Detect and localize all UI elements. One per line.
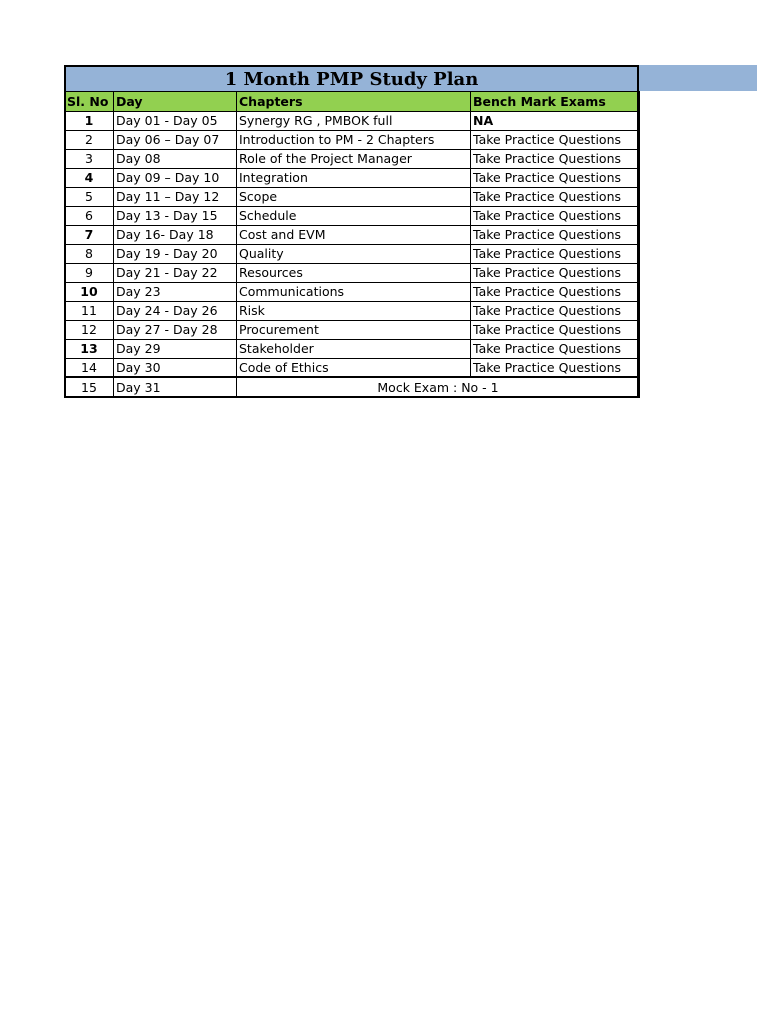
header-chapters: Chapters <box>237 92 471 112</box>
table-row <box>65 359 640 378</box>
cell-chapter: Role of the Project Manager <box>237 150 471 169</box>
cell-day: Day 21 - Day 22 <box>114 264 237 283</box>
cell-chapter: Integration <box>237 169 471 188</box>
cell-chapter: Introduction to PM - 2 Chapters <box>237 131 471 150</box>
table-row <box>65 169 640 188</box>
page-title: 1 Month PMP Study Plan <box>224 68 479 90</box>
cell-chapter: Schedule <box>237 207 471 226</box>
cell-sl-no: 4 <box>65 169 114 188</box>
table-row <box>65 321 640 340</box>
cell-day: Day 23 <box>114 283 237 302</box>
cell-day: Day 08 <box>114 150 237 169</box>
cell-benchmark: Take Practice Questions <box>471 283 640 302</box>
cell-sl-no: 8 <box>65 245 114 264</box>
cell-day: Day 16- Day 18 <box>114 226 237 245</box>
table-row <box>65 283 640 302</box>
cell-sl-no: 14 <box>65 359 114 378</box>
header-benchmark: Bench Mark Exams <box>471 92 640 112</box>
table-row <box>65 112 640 131</box>
cell-chapter: Resources <box>237 264 471 283</box>
cell-chapter: Communications <box>237 283 471 302</box>
cell-chapter: Risk <box>237 302 471 321</box>
cell-sl-no: 15 <box>65 378 114 398</box>
cell-benchmark: Take Practice Questions <box>471 226 640 245</box>
cell-mock-exam: Mock Exam : No - 1 <box>237 378 640 398</box>
header-row <box>65 92 640 112</box>
cell-sl-no: 3 <box>65 150 114 169</box>
cell-benchmark: Take Practice Questions <box>471 340 640 359</box>
cell-day: Day 06 – Day 07 <box>114 131 237 150</box>
cell-benchmark: NA <box>471 112 640 131</box>
table-row <box>65 245 640 264</box>
cell-chapter: Quality <box>237 245 471 264</box>
cell-benchmark: Take Practice Questions <box>471 131 640 150</box>
title-cell <box>64 65 639 91</box>
cell-benchmark: Take Practice Questions <box>471 245 640 264</box>
cell-sl-no: 2 <box>65 131 114 150</box>
cell-sl-no: 1 <box>65 112 114 131</box>
table-row <box>65 302 640 321</box>
cell-sl-no: 11 <box>65 302 114 321</box>
cell-benchmark: Take Practice Questions <box>471 321 640 340</box>
cell-benchmark: Take Practice Questions <box>471 188 640 207</box>
cell-day: Day 27 - Day 28 <box>114 321 237 340</box>
cell-day: Day 19 - Day 20 <box>114 245 237 264</box>
cell-day: Day 01 - Day 05 <box>114 112 237 131</box>
cell-chapter: Procurement <box>237 321 471 340</box>
cell-benchmark: Take Practice Questions <box>471 302 640 321</box>
cell-chapter: Synergy RG , PMBOK full <box>237 112 471 131</box>
cell-sl-no: 12 <box>65 321 114 340</box>
cell-sl-no: 10 <box>65 283 114 302</box>
header-day: Day <box>114 92 237 112</box>
table-row <box>65 188 640 207</box>
cell-day: Day 24 - Day 26 <box>114 302 237 321</box>
table-row <box>65 207 640 226</box>
table-body <box>65 112 640 398</box>
header-sl-no: Sl. No <box>65 92 114 112</box>
table-row <box>65 226 640 245</box>
cell-chapter: Code of Ethics <box>237 359 471 378</box>
cell-day: Day 31 <box>114 378 237 398</box>
cell-sl-no: 6 <box>65 207 114 226</box>
cell-sl-no: 5 <box>65 188 114 207</box>
cell-chapter: Stakeholder <box>237 340 471 359</box>
cell-day: Day 29 <box>114 340 237 359</box>
cell-day: Day 09 – Day 10 <box>114 169 237 188</box>
cell-day: Day 30 <box>114 359 237 378</box>
cell-chapter: Cost and EVM <box>237 226 471 245</box>
cell-benchmark: Take Practice Questions <box>471 150 640 169</box>
cell-day: Day 11 – Day 12 <box>114 188 237 207</box>
table-row <box>65 150 640 169</box>
cell-sl-no: 7 <box>65 226 114 245</box>
table-row <box>65 264 640 283</box>
cell-benchmark: Take Practice Questions <box>471 207 640 226</box>
cell-sl-no: 9 <box>65 264 114 283</box>
cell-day: Day 13 - Day 15 <box>114 207 237 226</box>
cell-benchmark: Take Practice Questions <box>471 264 640 283</box>
study-plan-table <box>64 91 640 398</box>
table-row <box>65 340 640 359</box>
cell-chapter: Scope <box>237 188 471 207</box>
table-row-final <box>65 378 640 398</box>
cell-sl-no: 13 <box>65 340 114 359</box>
cell-benchmark: Take Practice Questions <box>471 359 640 378</box>
table-row <box>65 131 640 150</box>
cell-benchmark: Take Practice Questions <box>471 169 640 188</box>
